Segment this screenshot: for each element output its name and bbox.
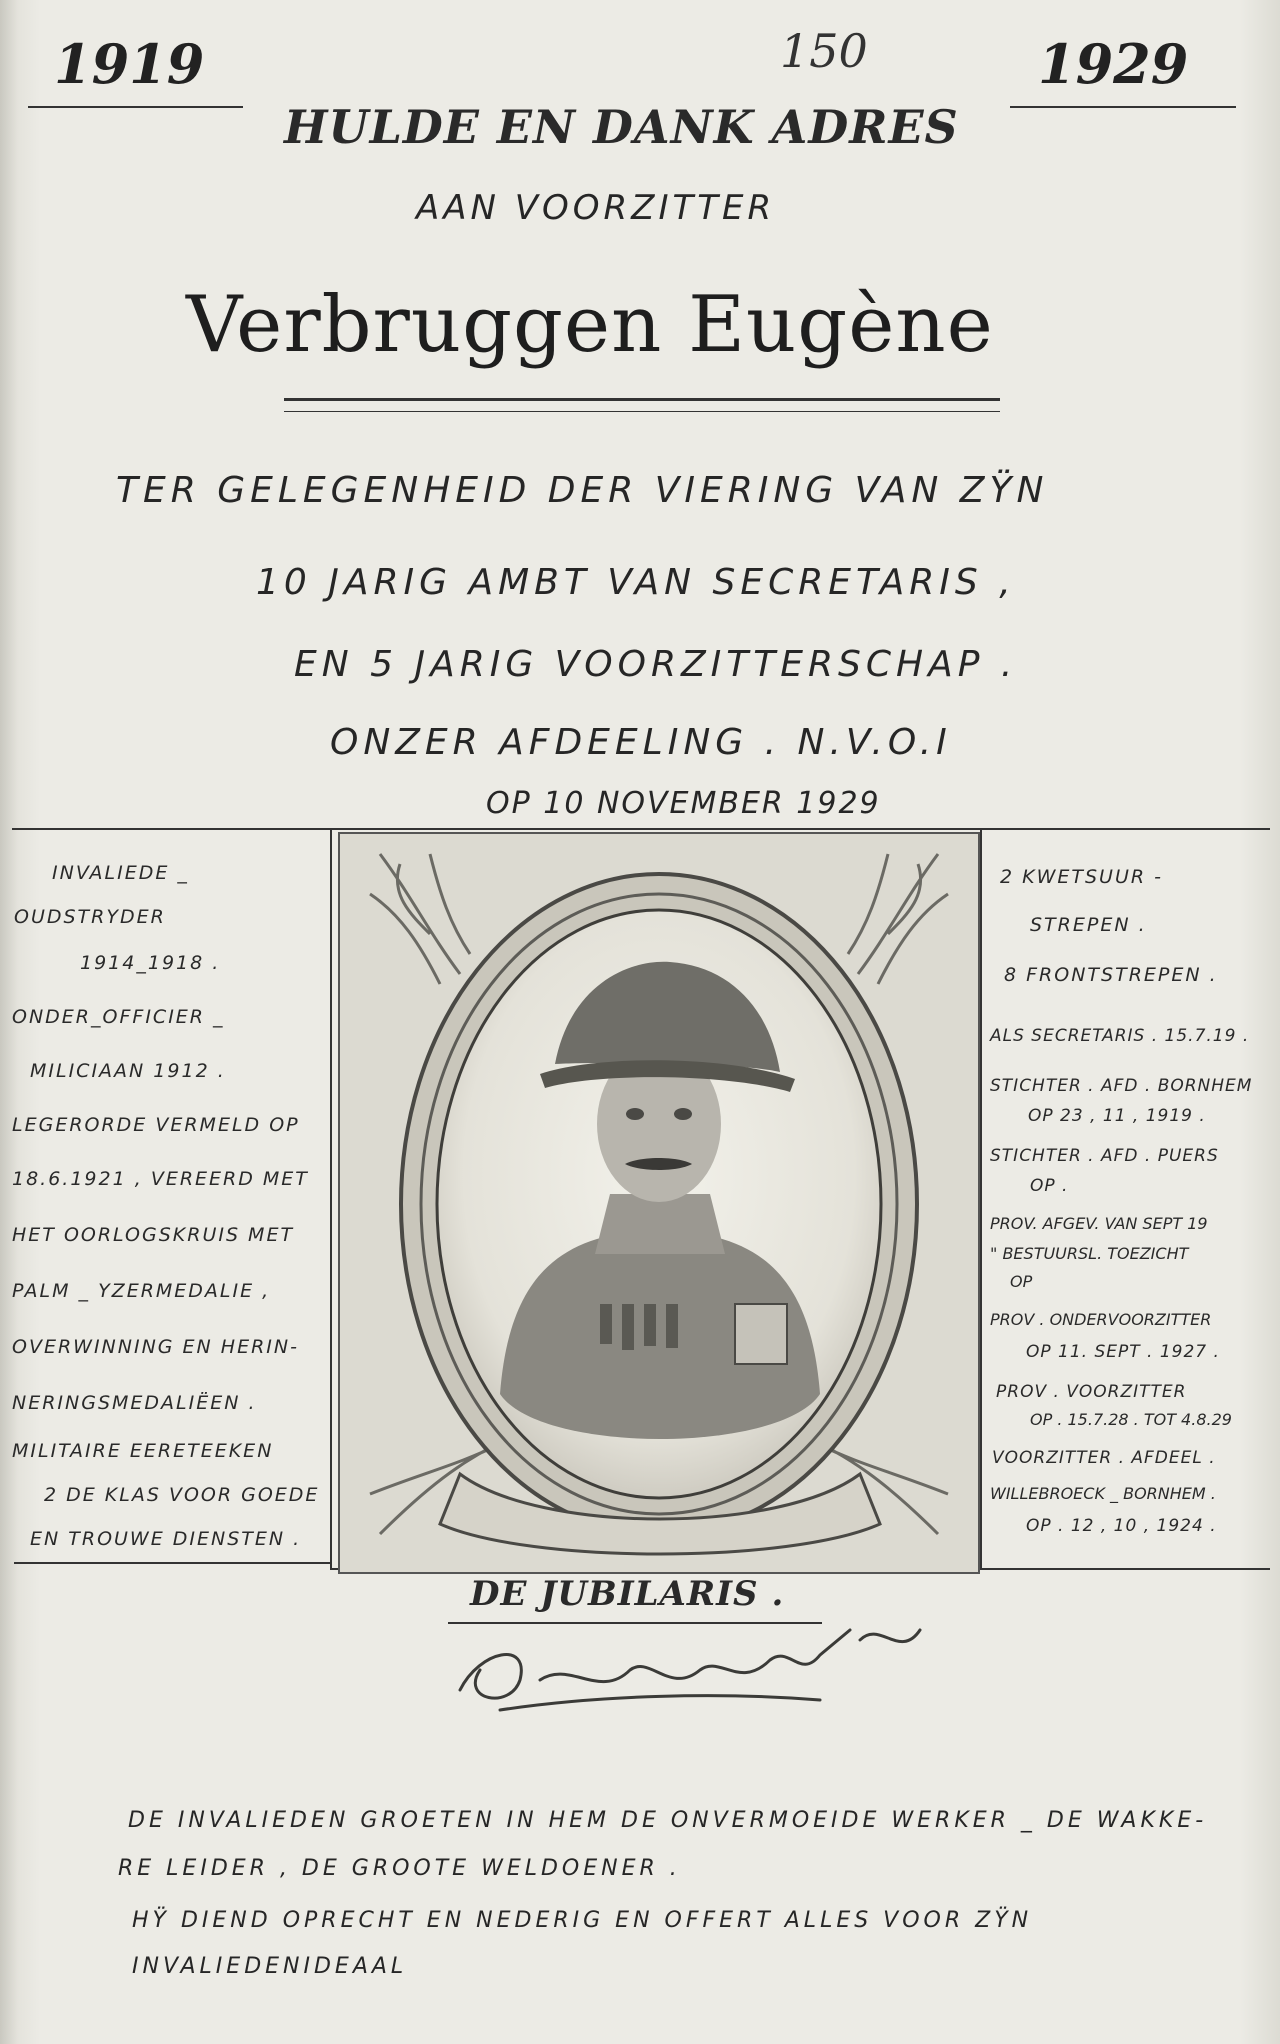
- right-line-16: VOORZITTER . AFDEEL .: [992, 1448, 1216, 1468]
- right-line-4: ALS SECRETARIS . 15.7.19 .: [990, 1026, 1250, 1046]
- right-line-9: PROV. AFGEV. VAN SEPT 19: [990, 1214, 1208, 1233]
- left-line-1: INVALIEDE _: [52, 862, 189, 884]
- soldier-portrait-image: [340, 834, 978, 1572]
- occasion-line-4: ONZER AFDEELING . N.V.O.I: [330, 722, 952, 763]
- occasion-date: OP 10 NOVEMBER 1929: [486, 786, 881, 821]
- name-underline-thin: [284, 411, 1000, 412]
- frame-left-bottom-line: [14, 1562, 332, 1564]
- document-title: HULDE EN DANK ADRES: [284, 100, 959, 154]
- left-line-4: ONDER_OFFICIER _: [12, 1006, 225, 1028]
- left-line-8: HET OORLOGSKRUIS MET: [12, 1224, 295, 1246]
- left-line-9: PALM _ YZERMEDALIE ,: [12, 1280, 271, 1302]
- left-line-3: 1914_1918 .: [80, 952, 221, 974]
- year-end-underline: [1010, 106, 1236, 108]
- right-line-6: OP 23 , 11 , 1919 .: [1028, 1106, 1206, 1126]
- honoree-name: Verbruggen Eugène: [186, 280, 994, 370]
- left-line-12: MILITAIRE EERETEEKEN: [12, 1440, 274, 1462]
- right-line-13: OP 11. SEPT . 1927 .: [1026, 1342, 1220, 1362]
- left-line-14: EN TROUWE DIENSTEN .: [30, 1528, 302, 1550]
- document-subtitle: AAN VOORZITTER: [416, 188, 776, 228]
- occasion-line-2: 10 JARIG AMBT VAN SECRETARIS ,: [256, 562, 1016, 603]
- footer-line-4: INVALIEDENIDEAAL: [132, 1954, 408, 1979]
- right-line-10: " BESTUURSL. TOEZICHT: [990, 1244, 1189, 1263]
- right-line-12: PROV . ONDERVOORZITTER: [990, 1310, 1212, 1329]
- right-line-1: 2 KWETSUUR -: [1000, 866, 1163, 888]
- right-line-2: STREPEN .: [1030, 914, 1147, 936]
- footer-line-1: DE INVALIEDEN GROETEN IN HEM DE ONVERMOEIDE WERKER _ DE WAKKE-: [128, 1808, 1208, 1833]
- name-underline: [284, 398, 1000, 401]
- left-line-7: 18.6.1921 , VEREERD MET: [12, 1168, 309, 1190]
- right-line-3: 8 FRONTSTREPEN .: [1004, 964, 1218, 986]
- right-line-5: STICHTER . AFD . BORNHEM: [990, 1076, 1253, 1096]
- footer-line-3: HŸ DIEND OPRECHT EN NEDERIG EN OFFERT ALLES VOOR ZŸN: [132, 1908, 1033, 1933]
- year-end: 1929: [1038, 32, 1189, 96]
- portrait-frame: [338, 832, 980, 1574]
- frame-left-divider: [330, 828, 332, 1568]
- year-start: 1919: [54, 32, 205, 96]
- left-line-6: LEGERORDE VERMELD OP: [12, 1114, 300, 1136]
- right-line-11: OP: [1010, 1272, 1033, 1291]
- left-line-10: OVERWINNING EN HERIN-: [12, 1336, 299, 1358]
- right-line-15: OP . 15.7.28 . TOT 4.8.29: [1030, 1410, 1232, 1429]
- signature-image: [400, 1600, 960, 1740]
- occasion-line-3: EN 5 JARIG VOORZITTERSCHAP .: [294, 644, 1018, 685]
- portrait-caption: DE JUBILARIS .: [470, 1574, 785, 1614]
- right-line-14: PROV . VOORZITTER: [996, 1382, 1187, 1402]
- frame-top-line: [12, 828, 1270, 830]
- year-start-underline: [28, 106, 243, 108]
- left-line-5: MILICIAAN 1912 .: [30, 1060, 226, 1082]
- right-line-17: WILLEBROECK _ BORNHEM .: [990, 1484, 1216, 1503]
- right-line-8: OP .: [1030, 1176, 1069, 1196]
- occasion-line-1: TER GELEGENHEID DER VIERING VAN ZŸN: [116, 470, 1049, 511]
- left-line-2: OUDSTRYDER: [14, 906, 166, 928]
- right-line-7: STICHTER . AFD . PUERS: [990, 1146, 1219, 1166]
- left-line-11: NERINGSMEDALIËEN .: [12, 1392, 257, 1414]
- right-line-18: OP . 12 , 10 , 1924 .: [1026, 1516, 1217, 1536]
- footer-line-2: RE LEIDER , DE GROOTE WELDOENER .: [118, 1856, 681, 1881]
- frame-right-divider: [980, 828, 982, 1568]
- left-line-13: 2 DE KLAS VOOR GOEDE: [44, 1484, 320, 1506]
- page-number: 150: [780, 24, 868, 78]
